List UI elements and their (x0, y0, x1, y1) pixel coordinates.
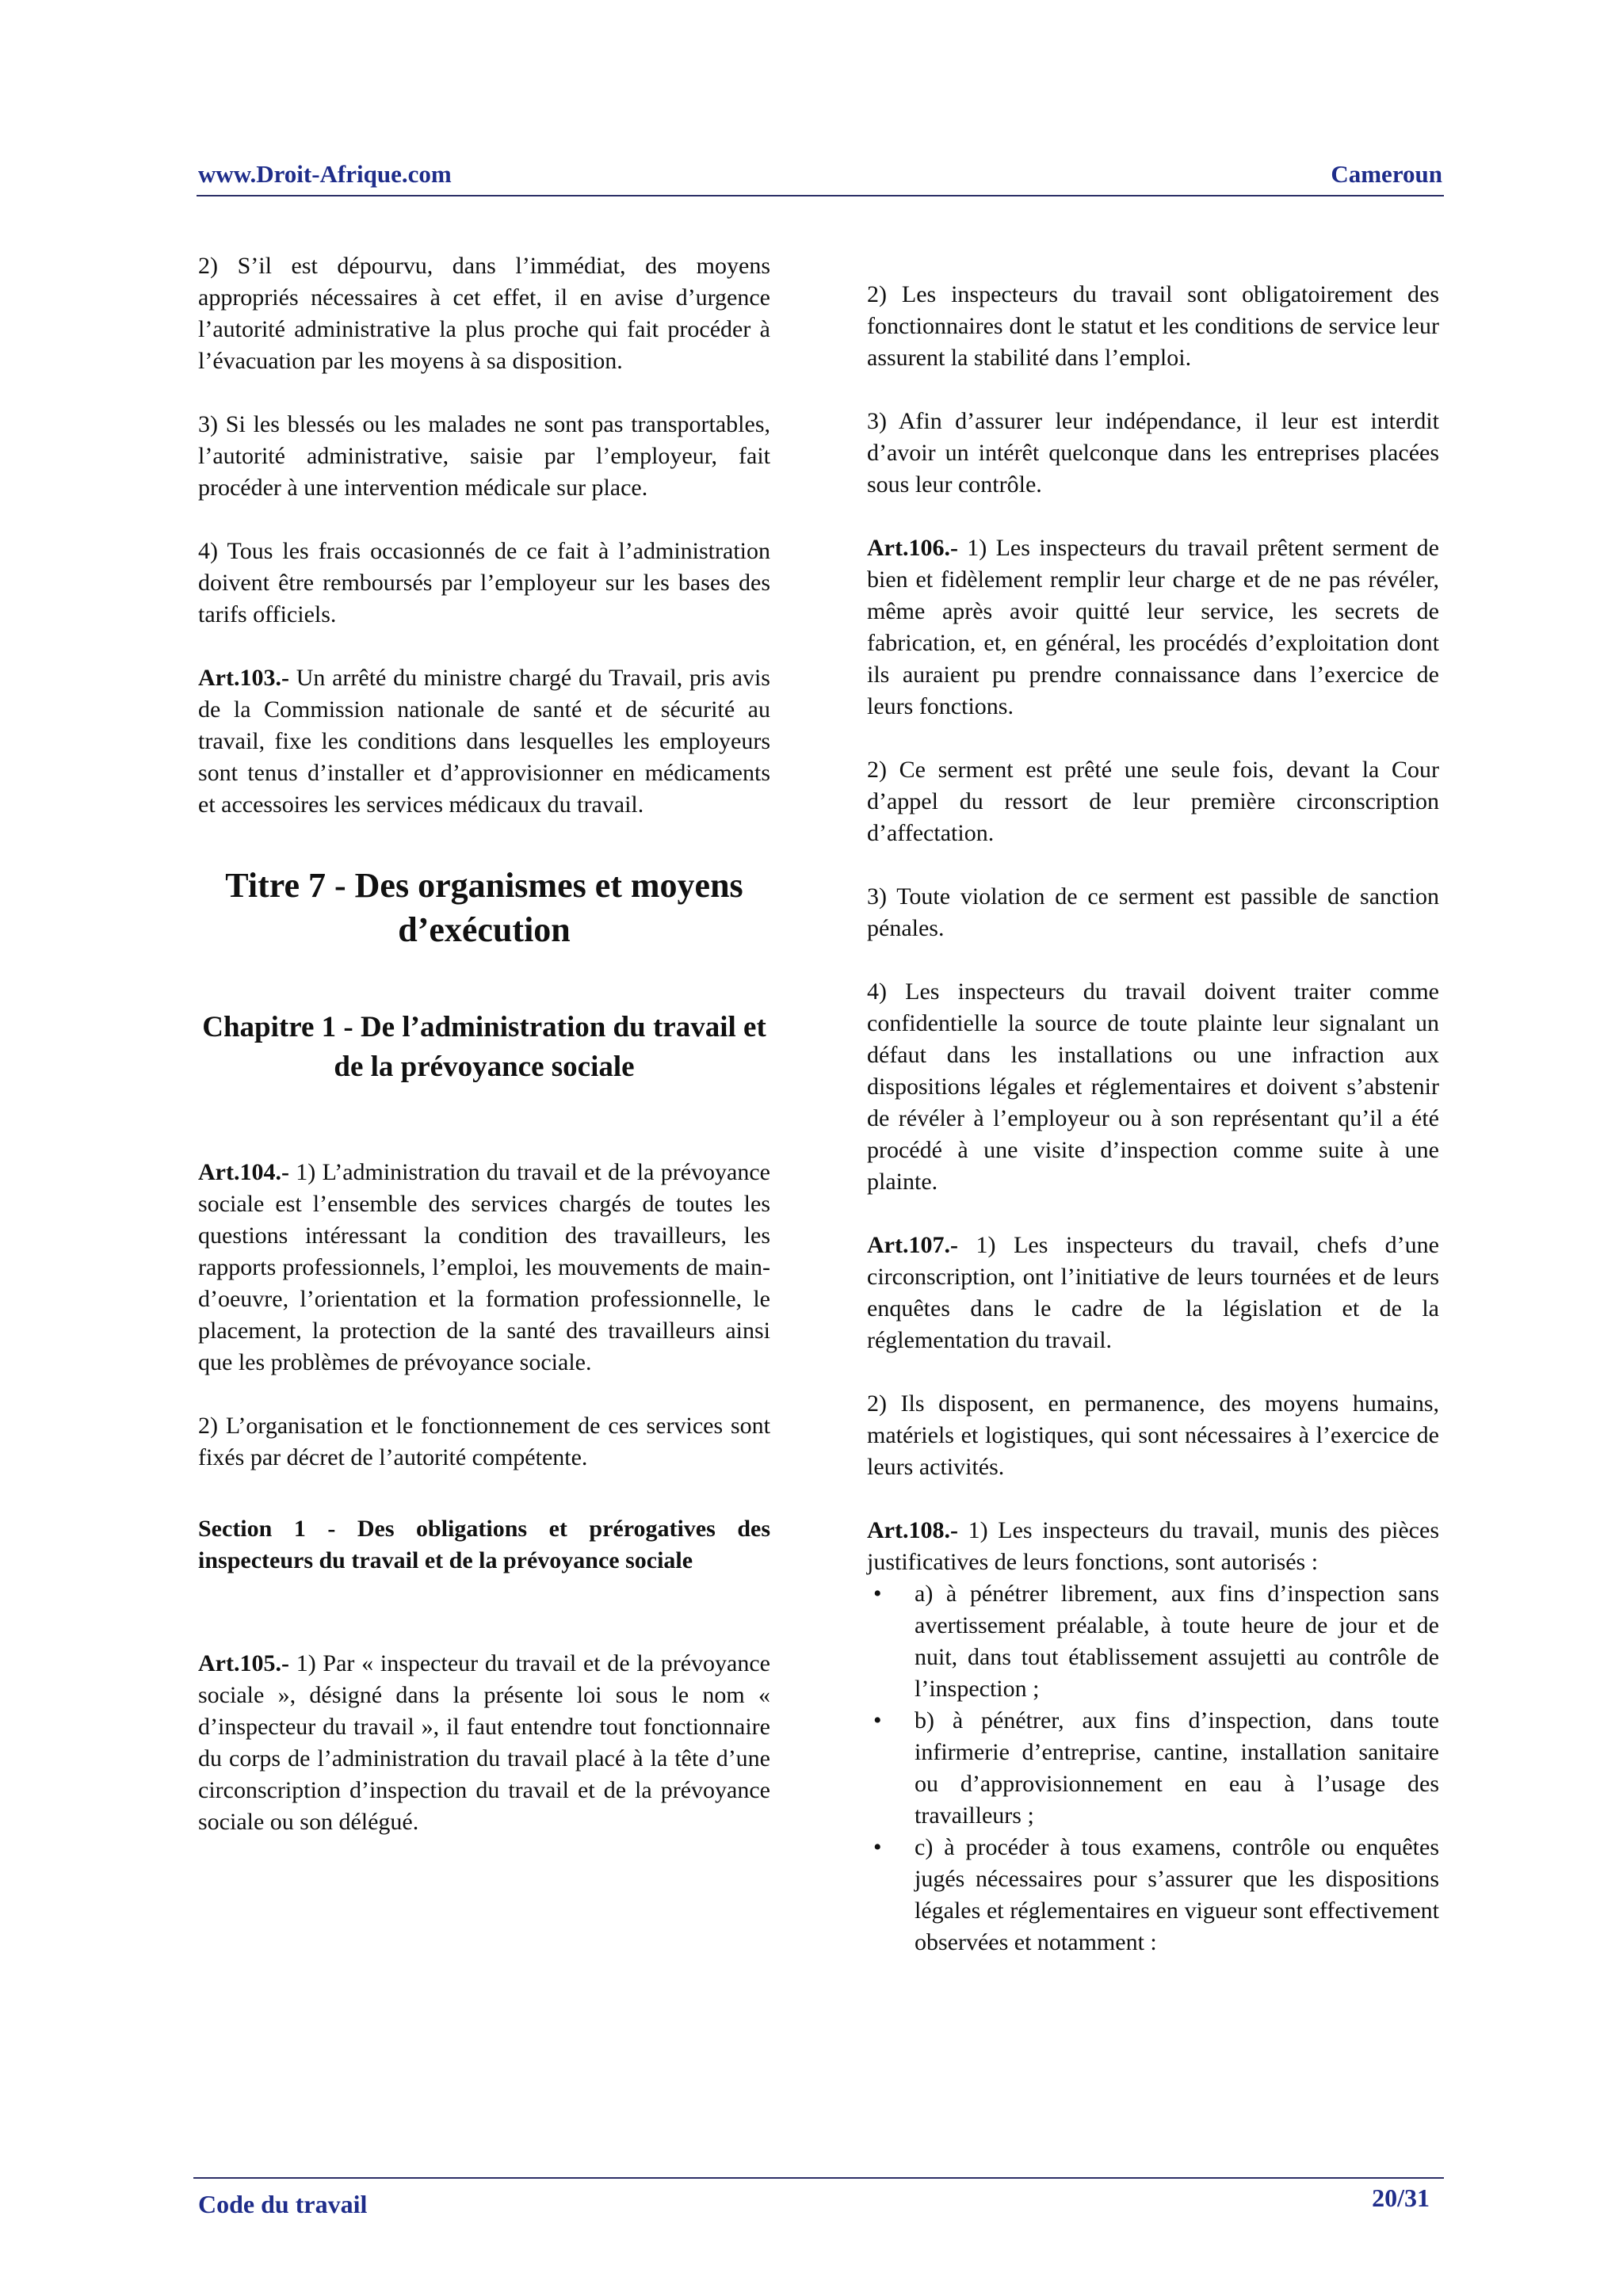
right-column (867, 279, 1439, 1958)
article-107 (867, 1230, 1439, 1356)
article-label: Art.104.- (198, 1159, 289, 1185)
article-104 (198, 1157, 770, 1379)
bullet-list (867, 1578, 1439, 1958)
paragraph: 3) Afin d’assurer leur indépendance, il leur est interdit d’avoir un intérêt quelconque dans les entreprises placées sous leur contrôle. (867, 408, 1439, 498)
article-103 (198, 662, 770, 821)
paragraph: 3) Toute violation de ce serment est passible de sanction pénales. (867, 883, 1439, 941)
bullet-icon: • (873, 1581, 882, 1607)
header-country: Cameroun (1331, 160, 1442, 188)
article-label: Art.106.- (867, 535, 958, 561)
paragraph: 2) S’il est dépourvu, dans l’immédiat, des moyens appropriés nécessaires à cet effet, il en avise d’urgence l’autorité administrative la plus proche qui fait procéder à l’évacuation par les moyens à sa disposition. (198, 253, 770, 374)
article-108 (867, 1515, 1439, 1578)
article-text: 1) Les inspecteurs du travail, munis des pièces justificatives de leurs fonctions, sont autorisés : (867, 1517, 1439, 1575)
paragraph: 4) Tous les frais occasionnés de ce fait à l’administration doivent être remboursés par l’employeur sur les bases des tarifs officiels. (198, 538, 770, 627)
titre-heading: Titre 7 - Des organismes et moyens d’exécution (225, 866, 743, 949)
chapitre-heading: Chapitre 1 - De l’administration du travail et de la prévoyance sociale (202, 1011, 766, 1083)
paragraph: 2) Ils disposent, en permanence, des moyens humains, matériels et logistiques, qui sont nécessaires à l’exercice de leurs activités. (867, 1390, 1439, 1480)
article-label: Art.103.- (198, 665, 289, 691)
paragraph: 2) L’organisation et le fonctionnement de ces services sont fixés par décret de l’autorité compétente. (198, 1413, 770, 1470)
list-item (867, 1705, 1439, 1832)
list-item-text: b) à pénétrer, aux fins d’inspection, dans toute infirmerie d’entreprise, cantine, installation sanitaire ou d’approvisionnement en eau à l’usage des travailleurs ; (915, 1707, 1439, 1829)
list-item-text: c) à procéder à tous examens, contrôle ou enquêtes jugés nécessaires pour s’assurer que les dispositions légales et réglementaires en vigueur sont effectivement observées et notamment : (915, 1834, 1439, 1955)
article-106 (867, 532, 1439, 723)
bullet-icon: • (873, 1707, 882, 1733)
article-label: Art.105.- (198, 1650, 289, 1676)
paragraph: 4) Les inspecteurs du travail doivent traiter comme confidentielle la source de toute plainte leur signalant un défaut dans les installations ou une infraction aux dispositions légales et réglementaires et doivent s’abstenir de révéler à l’employeur ou à son représentant qu’il a été procédé à une visite d’inspection comme suite à une plainte. (867, 978, 1439, 1195)
paragraph: 2) Les inspecteurs du travail sont obligatoirement des fonctionnaires dont le statut et les conditions de service leur assurent la stabilité dans l’emploi. (867, 281, 1439, 371)
article-text: 1) Les inspecteurs du travail, chefs d’une circonscription, ont l’initiative de leurs tournées et de leurs enquêtes dans le cadre de la législation et de la réglementation du travail. (867, 1232, 1439, 1353)
article-text: 1) L’administration du travail et de la prévoyance sociale est l’ensemble des services chargés de toutes les questions intéressant la condition des travailleurs, les rapports professionnels, l’emploi, les mouvements de main-d’oeuvre, l’orientation et la formation professionnelle, le placement, la protection de la santé des travailleurs ainsi que les problèmes de prévoyance sociale. (198, 1159, 770, 1375)
article-text: Un arrêté du ministre chargé du Travail, pris avis de la Commission nationale de santé et de sécurité au travail, fixe les conditions dans lesquelles les employeurs sont tenus d’installer et d’approvisionner en médicaments et accessoires les services médicaux du travail. (198, 665, 770, 818)
paragraph: 3) Si les blessés ou les malades ne sont pas transportables, l’autorité administrative, saisie par l’employeur, fait procéder à une intervention médicale sur place. (198, 411, 770, 501)
article-label: Art.107.- (867, 1232, 958, 1258)
section-heading: Section 1 - Des obligations et prérogatives des inspecteurs du travail et de la prévoyance sociale (198, 1516, 770, 1573)
bullet-icon: • (873, 1834, 882, 1860)
page-header (197, 160, 1444, 196)
page-number: 20/31 (1372, 2183, 1430, 2212)
paragraph: 2) Ce serment est prêté une seule fois, devant la Cour d’appel du ressort de leur première circonscription d’affectation. (867, 757, 1439, 846)
left-column (198, 250, 770, 1870)
list-item (867, 1832, 1439, 1958)
header-site[interactable]: www.Droit-Afrique.com (198, 160, 452, 188)
footer-doc-title: Code du travail (198, 2190, 368, 2218)
article-105 (198, 1648, 770, 1838)
article-label: Art.108.- (867, 1517, 958, 1543)
list-item (867, 1578, 1439, 1705)
list-item-text: a) à pénétrer librement, aux fins d’inspection sans avertissement préalable, à toute heure de jour et de nuit, dans tout établissement assujetti au contrôle de l’inspection ; (915, 1581, 1439, 1702)
page-footer (193, 2177, 1444, 2218)
article-text: 1) Les inspecteurs du travail prêtent serment de bien et fidèlement remplir leur charge et de ne pas révéler, même après avoir quitté leur service, les secrets de fabrication, et, en général, les procédés d’exploitation dont ils auraient pu prendre connaissance dans l’exercice de leurs fonctions. (867, 535, 1439, 719)
article-text: 1) Par « inspecteur du travail et de la prévoyance sociale », désigné dans la présente loi sous le nom « d’inspecteur du travail », il faut entendre tout fonctionnaire du corps de l’administration du travail placé à la tête d’une circonscription d’inspection du travail et de la prévoyance sociale ou son délégué. (198, 1650, 770, 1835)
